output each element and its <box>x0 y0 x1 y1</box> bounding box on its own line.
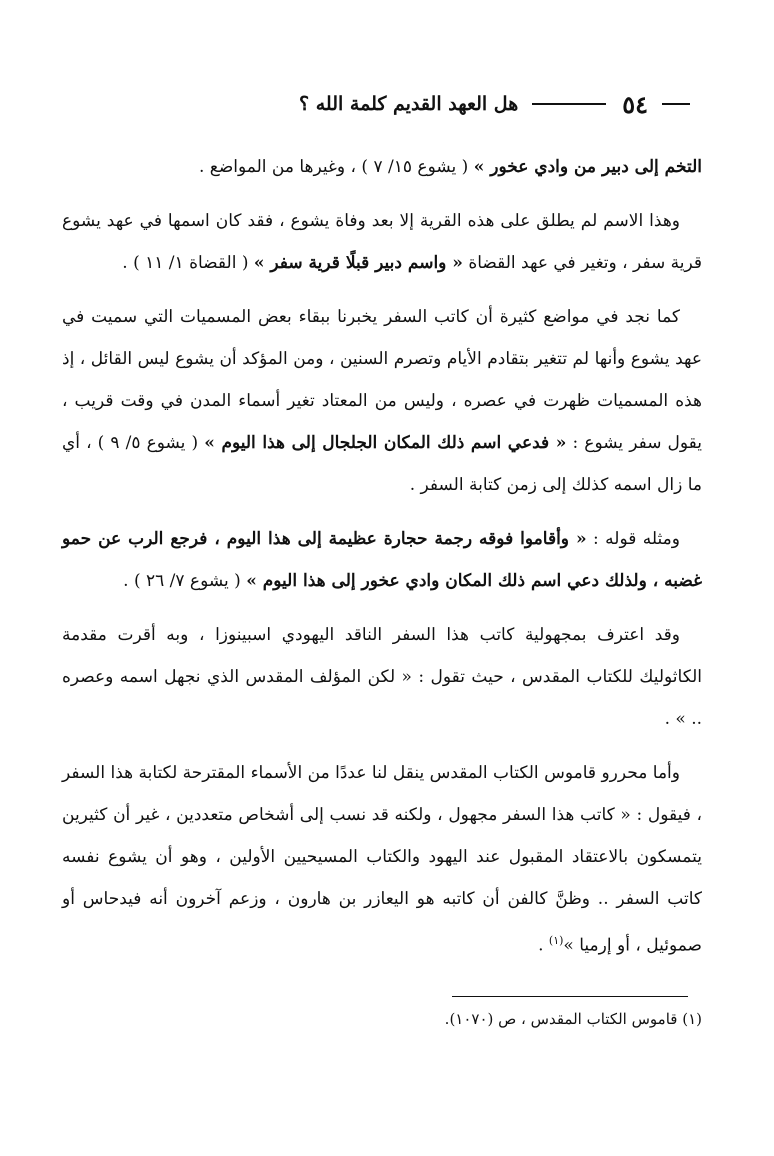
quote-bold: « فدعي اسم ذلك المكان الجلجال إلى هذا اليوم » <box>204 433 567 453</box>
paragraph-text: وهذا الاسم لم يطلق على هذه القرية إلا بعد وفاة يشوع ، فقد كان اسمها في عهد يشوع قرية سفر ، وتغير في عهد القضاة <box>62 211 702 273</box>
header-rule-right <box>662 103 690 105</box>
paragraph-text: وأما محررو قاموس الكتاب المقدس ينقل لنا عددًا من الأسماء المقترحة لكتابة هذا السفر ، فيقول : « كاتب هذا السفر مجهول ، ولكنه قد نسب إلى أشخاص متعددين ، غير أن كثيرين يتمسكون بالاعتقاد المقبول عند اليهود والكتاب المسيحيين الأولين ، وهو أن يشوع نفسه كاتب السفر .. وظنَّ كالفن أن كاتبه هو اليعازر بن هارون ، وزعم آخرون أنه فيدحاس أو صموئيل ، أو إرميا » <box>62 763 702 956</box>
paragraph-3 <box>62 296 702 506</box>
quote-bold: « واسم دبير قبلًا قرية سفر » <box>253 253 463 273</box>
paragraph-4 <box>62 518 702 602</box>
paragraph-2 <box>62 200 702 284</box>
footnote: (١) قاموس الكتاب المقدس ، ص (١٠٧٠). <box>444 1010 702 1028</box>
footnote-ref[interactable]: (١) <box>548 934 564 947</box>
page-header <box>62 88 690 120</box>
paragraph-text: ( يشوع ١٥/ ٧ ) ، وغيرها من المواضع . <box>199 157 474 177</box>
paragraph-text: وقد اعترف بمجهولية كاتب هذا السفر الناقد اليهودي اسبينوزا ، وبه أقرت مقدمة الكاثوليك للكتاب المقدس ، حيث تقول : « لكن المؤلف المقدس الذي نجهل اسمه وعصره .. » . <box>62 625 702 729</box>
page-number: ٥٤ <box>622 89 648 119</box>
running-title: هل العهد القديم كلمة الله ؟ <box>299 93 519 115</box>
paragraph-text: ومثله قوله : <box>586 529 680 549</box>
paragraph-6 <box>62 752 702 967</box>
paragraph-text: ( القضاة ١/ ١١ ) . <box>122 253 254 273</box>
quote-bold: التخم إلى دبير من وادي عخور » <box>473 157 702 177</box>
paragraph-text: . <box>538 935 549 956</box>
quote-bold: « وأقاموا فوقه رجمة حجارة عظيمة إلى هذا اليوم ، فرجع الرب عن حمو غضبه ، ولذلك دعي اسم ذلك المكان وادي عخور إلى هذا اليوم » <box>62 529 702 591</box>
paragraph-text: ( يشوع ٥/ ٩ ) ، أي ما زال اسمه كذلك إلى زمن كتابة السفر . <box>62 433 702 495</box>
paragraph-1 <box>62 146 702 188</box>
paragraph-text: ( يشوع ٧/ ٢٦ ) . <box>123 571 247 591</box>
header-rule-middle <box>532 103 606 105</box>
paragraph-text: كما نجد في مواضع كثيرة أن كاتب السفر يخبرنا ببقاء بعض المسميات التي سميت في عهد يشوع وأنها لم تتغير بتقادم الأيام وتصرم السنين ، ومن المؤكد أن يشوع ليس القائل ، إذ هذه المسميات ظهرت في عصره ، وليس من المعتاد تغير أسماء المدن في وقت قريب ، يقول سفر يشوع : <box>62 307 702 453</box>
footnote-divider <box>452 996 688 997</box>
main-text <box>62 146 702 979</box>
paragraph-5 <box>62 614 702 740</box>
